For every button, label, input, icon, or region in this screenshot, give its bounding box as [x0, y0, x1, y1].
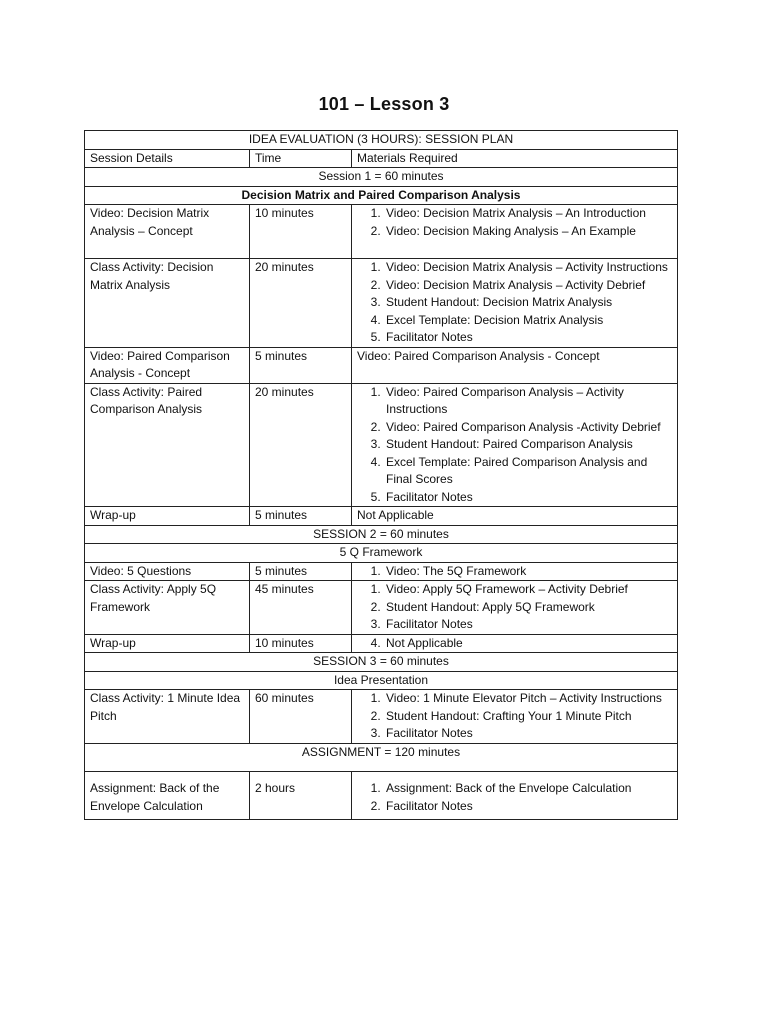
header-materials: Materials Required — [352, 149, 678, 168]
materials-list — [357, 780, 672, 815]
materials-list — [357, 384, 672, 507]
session-time: 2 hours — [250, 772, 352, 820]
materials-list — [357, 563, 672, 581]
session-detail: Assignment: Back of the Envelope Calculation — [85, 772, 250, 820]
materials-list — [357, 205, 672, 240]
session-row — [85, 581, 678, 635]
session-row — [85, 507, 678, 526]
session-materials — [352, 772, 678, 820]
section-heading: SESSION 3 = 60 minutes — [85, 653, 678, 672]
session-materials — [352, 383, 678, 507]
session-materials — [352, 690, 678, 744]
session-materials — [352, 259, 678, 348]
session-row — [85, 562, 678, 581]
session-materials — [352, 562, 678, 581]
session-detail: Class Activity: Decision Matrix Analysis — [85, 259, 250, 348]
session-detail: Class Activity: Apply 5Q Framework — [85, 581, 250, 635]
material-text: Not Applicable — [357, 508, 434, 522]
session-materials — [352, 507, 678, 526]
material-item: 4. Excel Template: Decision Matrix Analysis — [384, 312, 672, 330]
session-time: 60 minutes — [250, 690, 352, 744]
session-time: 45 minutes — [250, 581, 352, 635]
section-row — [85, 525, 678, 544]
session-row — [85, 259, 678, 348]
material-item: 1. Video: 1 Minute Elevator Pitch – Activity Instructions — [384, 690, 672, 708]
material-item: 1. Video: Decision Matrix Analysis – Activity Instructions — [384, 259, 672, 277]
session-materials — [352, 581, 678, 635]
material-item: 2. Video: Paired Comparison Analysis -Activity Debrief — [384, 419, 672, 437]
page-title: 101 – Lesson 3 — [318, 94, 450, 114]
session-materials — [352, 205, 678, 259]
material-item: 2. Student Handout: Crafting Your 1 Minute Pitch — [384, 708, 672, 726]
session-time: 10 minutes — [250, 634, 352, 653]
material-item: 2. Student Handout: Apply 5Q Framework — [384, 599, 672, 617]
material-item: 5. Facilitator Notes — [384, 489, 672, 507]
material-item: 5. Facilitator Notes — [384, 329, 672, 347]
section-row — [85, 671, 678, 690]
session-detail: Wrap-up — [85, 634, 250, 653]
header-row — [85, 149, 678, 168]
session-row — [85, 205, 678, 259]
section-row — [85, 186, 678, 205]
materials-list — [357, 635, 672, 653]
material-item: 3. Student Handout: Decision Matrix Analysis — [384, 294, 672, 312]
plan-title-row — [85, 131, 678, 150]
section-heading: Decision Matrix and Paired Comparison Analysis — [85, 186, 678, 205]
header-time: Time — [250, 149, 352, 168]
material-item: 1. Video: Paired Comparison Analysis – Activity Instructions — [384, 384, 672, 419]
session-time: 5 minutes — [250, 347, 352, 383]
section-row — [85, 743, 678, 772]
session-detail: Wrap-up — [85, 507, 250, 526]
section-row — [85, 544, 678, 563]
session-row — [85, 690, 678, 744]
material-item: 4. Excel Template: Paired Comparison Analysis and Final Scores — [384, 454, 672, 489]
session-plan-table — [84, 130, 678, 820]
material-item: 3. Facilitator Notes — [384, 616, 672, 634]
section-heading: SESSION 2 = 60 minutes — [85, 525, 678, 544]
session-time: 5 minutes — [250, 562, 352, 581]
materials-list — [357, 581, 672, 634]
section-heading: Session 1 = 60 minutes — [85, 168, 678, 187]
material-item: 1. Video: The 5Q Framework — [384, 563, 672, 581]
material-text: Video: Paired Comparison Analysis - Concept — [357, 348, 600, 363]
section-heading: 5 Q Framework — [85, 544, 678, 563]
materials-list — [357, 690, 672, 743]
materials-list — [357, 259, 672, 347]
section-heading: ASSIGNMENT = 120 minutes — [85, 743, 678, 772]
material-item: 1. Video: Decision Matrix Analysis – An Introduction — [384, 205, 672, 223]
session-time: 10 minutes — [250, 205, 352, 259]
material-item: 3. Student Handout: Paired Comparison Analysis — [384, 436, 672, 454]
session-detail: Class Activity: Paired Comparison Analysis — [85, 383, 250, 507]
session-row — [85, 634, 678, 653]
material-item: 4. Not Applicable — [384, 635, 672, 653]
header-session-details: Session Details — [85, 149, 250, 168]
session-detail: Video: Decision Matrix Analysis – Concept — [85, 205, 250, 259]
session-detail: Class Activity: 1 Minute Idea Pitch — [85, 690, 250, 744]
session-time: 5 minutes — [250, 507, 352, 526]
session-row — [85, 772, 678, 820]
session-time: 20 minutes — [250, 383, 352, 507]
material-item: 2. Facilitator Notes — [384, 798, 672, 816]
session-detail: Video: 5 Questions — [85, 562, 250, 581]
plan-title: IDEA EVALUATION (3 HOURS): SESSION PLAN — [85, 131, 678, 150]
session-materials — [352, 634, 678, 653]
material-item: 1. Video: Apply 5Q Framework – Activity Debrief — [384, 581, 672, 599]
section-heading: Idea Presentation — [85, 671, 678, 690]
material-item: 3. Facilitator Notes — [384, 725, 672, 743]
material-item: 1. Assignment: Back of the Envelope Calculation — [384, 780, 672, 798]
session-row — [85, 383, 678, 507]
session-detail: Video: Paired Comparison Analysis - Concept — [85, 347, 250, 383]
section-row — [85, 168, 678, 187]
material-item: 2. Video: Decision Making Analysis – An Example — [384, 223, 672, 241]
section-row — [85, 653, 678, 672]
session-time: 20 minutes — [250, 259, 352, 348]
material-item: 2. Video: Decision Matrix Analysis – Activity Debrief — [384, 277, 672, 295]
session-materials — [352, 347, 678, 383]
session-row — [85, 347, 678, 383]
